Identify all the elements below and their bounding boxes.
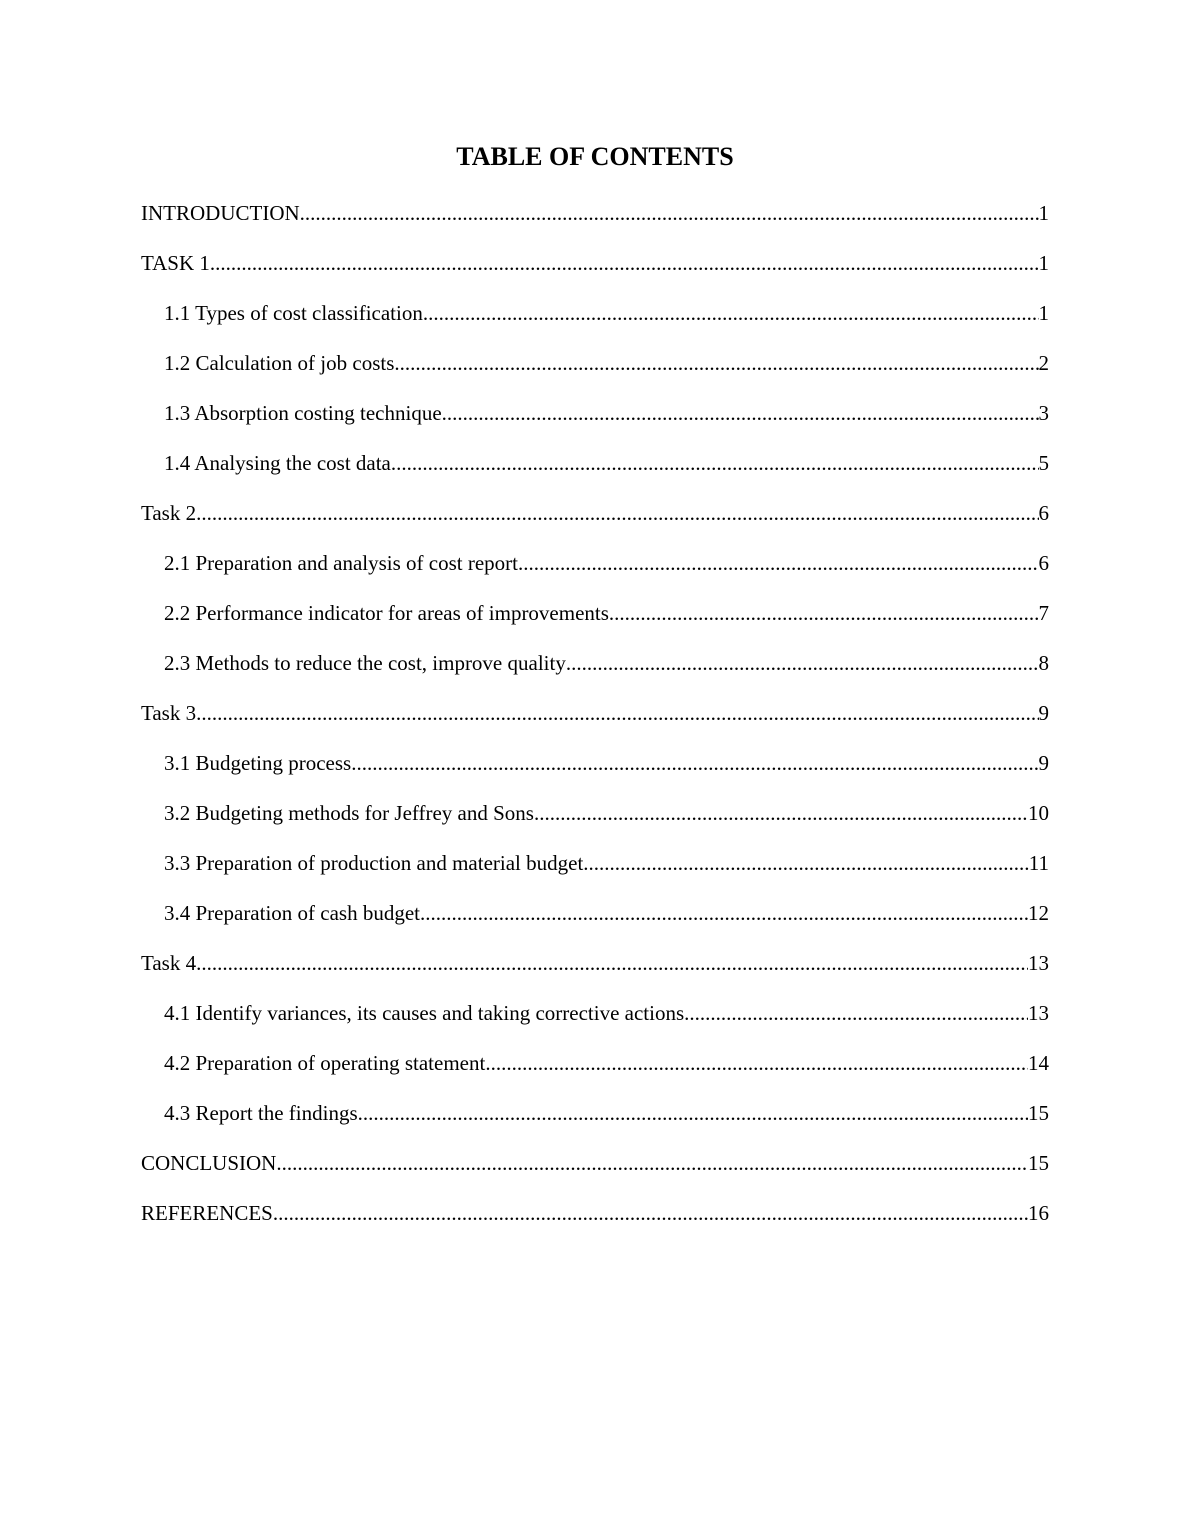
toc-entry-section[interactable] (141, 948, 1049, 998)
toc-entry-label: 1.2 Calculation of job costs (164, 351, 395, 375)
page-title: TABLE OF CONTENTS (456, 142, 734, 171)
toc-dot-leader (423, 298, 1039, 328)
toc-dot-leader (276, 1148, 1028, 1178)
toc-entry-page-number: 15 (1028, 1151, 1049, 1175)
toc-entry-page-number: 9 (1038, 701, 1049, 725)
toc-dot-leader (391, 448, 1039, 478)
toc-entry-label: 4.2 Preparation of operating statement (164, 1051, 486, 1075)
toc-entry-label: 3.2 Budgeting methods for Jeffrey and Sons (164, 801, 534, 825)
toc-dot-leader (300, 198, 1039, 228)
toc-entry-page-number: 10 (1028, 801, 1049, 825)
toc-entry-page-number: 6 (1038, 551, 1049, 575)
toc-entry-page-number: 11 (1028, 851, 1049, 875)
toc-entry-page-number: 1 (1038, 301, 1049, 325)
toc-entry-page-number: 13 (1028, 951, 1049, 975)
toc-entry-label: 4.3 Report the findings (164, 1101, 358, 1125)
toc-dot-leader (358, 1098, 1028, 1128)
toc-entry-page-number: 14 (1028, 1051, 1049, 1075)
toc-entry-subsection[interactable] (141, 548, 1049, 598)
toc-entry-subsection[interactable] (141, 448, 1049, 498)
toc-entry-subsection[interactable] (141, 798, 1049, 848)
toc-entry-section[interactable] (141, 1198, 1049, 1248)
toc-entry-label: 3.3 Preparation of production and material budget (164, 851, 584, 875)
toc-entry-label: 3.1 Budgeting process (164, 751, 352, 775)
toc-entry-page-number: 1 (1038, 201, 1049, 225)
toc-entry-subsection[interactable] (141, 998, 1049, 1048)
toc-dot-leader (583, 848, 1028, 878)
toc-entry-page-number: 15 (1028, 1101, 1049, 1125)
toc-dot-leader (420, 898, 1028, 928)
toc-entry-section[interactable] (141, 248, 1049, 298)
toc-dot-leader (196, 698, 1038, 728)
toc-entry-subsection[interactable] (141, 1048, 1049, 1098)
toc-entry-page-number: 2 (1038, 351, 1049, 375)
toc-entry-label: 2.1 Preparation and analysis of cost report (164, 551, 518, 575)
toc-dot-leader (485, 1048, 1028, 1078)
toc-dot-leader (273, 1198, 1028, 1228)
toc-dot-leader (534, 798, 1028, 828)
toc-entry-label: Task 4 (141, 951, 197, 975)
toc-entry-subsection[interactable] (141, 748, 1049, 798)
toc-dot-leader (351, 748, 1038, 778)
toc-entry-subsection[interactable] (141, 598, 1049, 648)
toc-entry-section[interactable] (141, 498, 1049, 548)
toc-dot-leader (609, 598, 1039, 628)
toc-dot-leader (394, 348, 1038, 378)
toc-entry-page-number: 5 (1038, 451, 1049, 475)
toc-entry-label: REFERENCES (141, 1201, 273, 1225)
toc-entry-label: Task 2 (141, 501, 197, 525)
toc-entry-subsection[interactable] (141, 648, 1049, 698)
toc-entry-label: 3.4 Preparation of cash budget (164, 901, 421, 925)
toc-dot-leader (566, 648, 1039, 678)
toc-entry-section[interactable] (141, 1148, 1049, 1198)
toc-list (141, 198, 1049, 1248)
toc-entry-page-number: 6 (1038, 501, 1049, 525)
toc-entry-page-number: 7 (1038, 601, 1049, 625)
toc-entry-subsection[interactable] (141, 848, 1049, 898)
toc-entry-label: TASK 1 (141, 251, 210, 275)
toc-entry-label: Task 3 (141, 701, 197, 725)
toc-entry-subsection[interactable] (141, 348, 1049, 398)
toc-entry-label: 1.3 Absorption costing technique (164, 401, 442, 425)
toc-entry-label: 4.1 Identify variances, its causes and taking corrective actions (164, 1001, 685, 1025)
toc-entry-page-number: 13 (1028, 1001, 1049, 1025)
toc-entry-section[interactable] (141, 198, 1049, 248)
toc-entry-subsection[interactable] (141, 1098, 1049, 1148)
toc-entry-page-number: 9 (1038, 751, 1049, 775)
toc-dot-leader (196, 948, 1028, 978)
toc-entry-subsection[interactable] (141, 398, 1049, 448)
toc-dot-leader (210, 248, 1039, 278)
toc-dot-leader (518, 548, 1039, 578)
toc-entry-page-number: 8 (1038, 651, 1049, 675)
toc-entry-label: 1.1 Types of cost classification (164, 301, 423, 325)
toc-entry-label: CONCLUSION (141, 1151, 277, 1175)
toc-entry-page-number: 1 (1038, 251, 1049, 275)
toc-dot-leader (684, 998, 1028, 1028)
toc-entry-subsection[interactable] (141, 298, 1049, 348)
toc-entry-subsection[interactable] (141, 898, 1049, 948)
toc-entry-page-number: 12 (1028, 901, 1049, 925)
toc-entry-label: INTRODUCTION (141, 201, 300, 225)
toc-dot-leader (196, 498, 1038, 528)
toc-entry-label: 2.3 Methods to reduce the cost, improve quality (164, 651, 566, 675)
toc-entry-page-number: 16 (1028, 1201, 1049, 1225)
toc-entry-label: 2.2 Performance indicator for areas of improvements (164, 601, 609, 625)
toc-entry-label: 1.4 Analysing the cost data (164, 451, 391, 475)
toc-entry-page-number: 3 (1038, 401, 1049, 425)
toc-dot-leader (442, 398, 1039, 428)
toc-entry-section[interactable] (141, 698, 1049, 748)
